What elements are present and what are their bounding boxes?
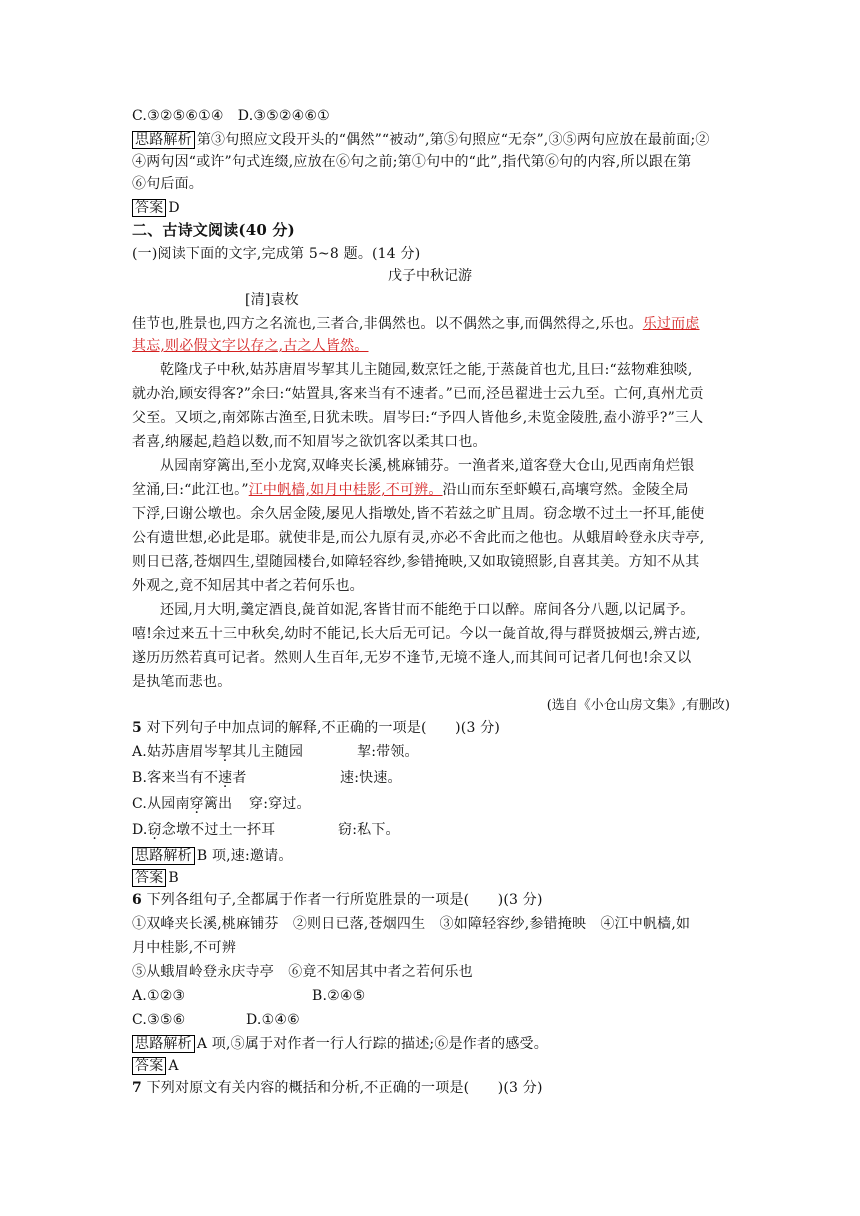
q6-items-line-2: 月中桂影,不可辨: [132, 940, 237, 956]
highlighted-sentence: 其忘,则必假文字以存之,古之人皆然。: [132, 338, 369, 354]
essay-p4-line-4: 是执笔而悲也。: [132, 674, 232, 690]
essay-p3-line-3: 下浮,曰谢公墩也。余久居金陵,屡见人指墩处,皆不若兹之旷且周。窃念墩不过土一抔耳,能使: [132, 506, 705, 522]
q5-option-b-explanation: 速:快速。: [340, 770, 402, 786]
q4-analysis-line-2: ④两句因“或许”句式连缀,应放在⑥句之前;第①句中的“此”,指代第⑥句的内容,所以跟在第: [132, 154, 692, 170]
analysis-tag: 思路解析: [132, 847, 195, 865]
q7-stem: 7 下列对原文有关内容的概括和分析,不正确的一项是( )(3 分): [132, 1080, 543, 1096]
dotted-word: 挈: [217, 744, 233, 760]
q6-option-c: C.③⑤⑥: [132, 1012, 186, 1028]
q5-option-b: B.客来当有不速者: [132, 770, 247, 786]
essay-p3-line-5: 则日已落,苍烟四生,望随园楼台,如障轻容纱,参错掩映,又如取镜照影,自喜其美。方知不从其: [132, 554, 700, 570]
analysis-tag: 思路解析: [132, 131, 195, 149]
q5-option-d: D.窃念墩不过土一抔耳: [132, 822, 276, 838]
q5-option-a-explanation: 挈:带领。: [357, 744, 419, 760]
essay-p4-line-2: 嘻!余过来五十三中秋矣,幼时不能记,长大后无可记。今以一彘首故,得与群贤披烟云,辨古迹,: [132, 626, 701, 642]
section-title: 二、古诗文阅读(40 分): [132, 221, 295, 239]
essay-p2-line-4: 者喜,纳屦起,趋趋以数,而不知眉岑之欲饥客以柔其口也。: [132, 434, 487, 450]
q6-answer: 答案 A: [132, 1056, 179, 1076]
q6-items-line-3: ⑤从蛾眉岭登永庆寺亭 ⑥竟不知居其中者之若何乐也: [132, 964, 473, 980]
q6-analysis: 思路解析 A 项,⑤属于对作者一行人行踪的描述;⑥是作者的感受。: [132, 1034, 548, 1054]
essay-p3-line-1: 从园南穿篱出,至小龙窝,双峰夹长溪,桃麻铺芬。一渔者来,道客登大仓山,见西南角烂银: [160, 458, 695, 474]
q5-analysis: 思路解析 B 项,速:邀请。: [132, 846, 293, 866]
q4-options-cd: C.③②⑤⑥①④ D.③⑤②④⑥①: [132, 108, 330, 124]
section-intro: (一)阅读下面的文字,完成第 5~8 题。(14 分): [132, 246, 421, 262]
q5-stem: 5 对下列句子中加点词的解释,不正确的一项是( )(3 分): [132, 720, 501, 736]
answer-tag: 答案: [132, 1057, 166, 1075]
q5-option-d-explanation: 窃:私下。: [338, 822, 400, 838]
q4-answer: 答案 D: [132, 198, 180, 218]
essay-p3-line-2: 坌涌,曰:“此江也。”江中帆樯,如月中桂影,不可辨。沿山而东至虾蟆石,高壤穹然。金陵全局: [132, 482, 689, 498]
q4-analysis-line-1: 思路解析 第③句照应文段开头的“偶然”“被动”,第⑤句照应“无奈”,③⑤两句应放在最前面;②: [132, 130, 710, 150]
essay-author: [清]袁枚: [245, 292, 299, 308]
dotted-word: 穿: [189, 796, 204, 812]
highlighted-sentence: 江中帆樯,如月中桂影,不可辨。: [248, 482, 443, 498]
highlighted-sentence: 乐过而虑: [642, 316, 700, 332]
essay-p2-line-3: 父至。又顷之,南郊陈古渔至,日犹未昳。眉岑曰:“予四人皆他乡,未览金陵胜,盍小游乎?”三人: [132, 410, 704, 426]
q5-option-c: C.从园南穿篱出: [132, 796, 233, 812]
answer-tag: 答案: [132, 869, 166, 887]
essay-p4-line-1: 还园,月大明,羹定酒良,彘首如泥,客皆甘而不能绝于口以醉。席间各分八题,以记属予。: [160, 602, 695, 618]
dotted-word: 窃: [147, 822, 162, 838]
dotted-word: 速: [218, 770, 233, 786]
q6-option-b: B.②④⑤: [312, 988, 366, 1004]
answer-tag: 答案: [132, 199, 166, 217]
essay-p2-line-1: 乾隆戊子中秋,姑苏唐眉岑挈其儿主随园,数烹饪之能,于蒸彘首也尤,且曰:“兹物难独啖,: [160, 362, 693, 378]
q5-option-a: A.姑苏唐眉岑挈其儿主随园: [132, 744, 304, 760]
essay-source: (选自《小仓山房文集》,有删改): [546, 698, 730, 713]
q5-answer: 答案 B: [132, 868, 179, 888]
q6-stem: 6 下列各组句子,全都属于作者一行所览胜景的一项是( )(3 分): [132, 892, 543, 908]
analysis-tag: 思路解析: [132, 1035, 195, 1053]
q6-option-d: D.①④⑥: [246, 1012, 300, 1028]
q4-analysis-line-3: ⑥句后面。: [132, 176, 203, 192]
q5-option-c-explanation: 穿:穿过。: [249, 796, 311, 812]
q6-items-line-1: ①双峰夹长溪,桃麻铺芬 ②则日已落,苍烟四生 ③如障轻容纱,参错掩映 ④江中帆樯,如: [132, 916, 691, 932]
essay-p4-line-3: 遂历历然若真可记者。然则人生百年,无岁不逢节,无境不逢人,而其间可记者几何也!余又以: [132, 650, 692, 666]
essay-title: 戊子中秋记游: [388, 268, 472, 284]
essay-p3-line-4: 公有遗世想,必此是耶。就使非是,而公九原有灵,亦必不舍此而之他也。从蛾眉岭登永庆寺亭,: [132, 530, 705, 546]
q6-option-a: A.①②③: [132, 988, 186, 1004]
essay-p2-line-2: 就办治,顾安得客?”余曰:“姑置具,客来当有不速者。”已而,泾邑翟进士云九至。亡何,真州尤贡: [132, 386, 704, 402]
essay-p1-line-1: 佳节也,胜景也,四方之名流也,三者合,非偶然也。以不偶然之事,而偶然得之,乐也。乐过而虑: [132, 316, 700, 332]
essay-p3-line-6: 外观之,竟不知居其中者之若何乐也。: [132, 578, 364, 594]
essay-p1-line-2: [132, 336, 369, 356]
